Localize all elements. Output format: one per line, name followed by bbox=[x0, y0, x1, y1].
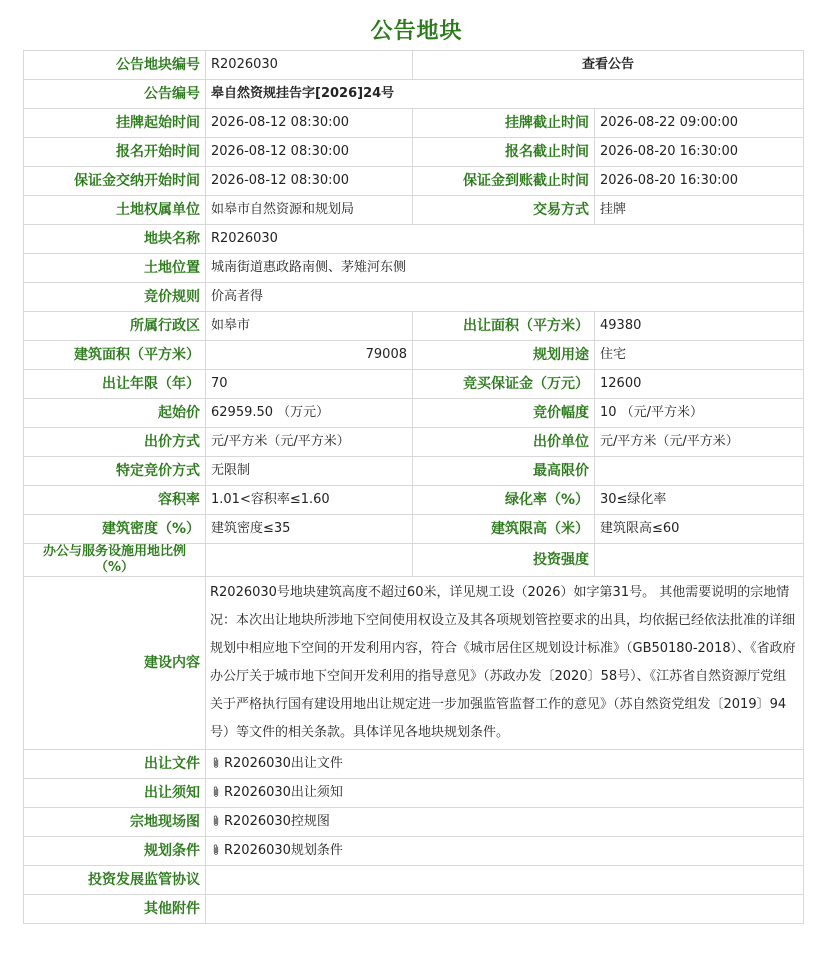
value-increment: 10 （元/平方米） bbox=[595, 399, 804, 428]
label-invest-agreement: 投资发展监管协议 bbox=[24, 866, 206, 895]
row-other-attachments bbox=[24, 895, 804, 924]
label-trade-mode: 交易方式 bbox=[413, 196, 595, 225]
label-listing-end: 挂牌截止时间 bbox=[413, 109, 595, 138]
label-office-ratio: 办公与服务设施用地比例（%） bbox=[24, 544, 206, 577]
value-start-price: 62959.50 （万元） bbox=[206, 399, 413, 428]
label-content: 建设内容 bbox=[24, 577, 206, 750]
value-owner: 如皋市自然资源和规划局 bbox=[206, 196, 413, 225]
paperclip-icon bbox=[211, 844, 221, 856]
label-height: 建筑限高（米） bbox=[413, 515, 595, 544]
value-green: 30≤绿化率 bbox=[595, 486, 804, 515]
paperclip-icon bbox=[211, 757, 221, 769]
value-reg-start: 2026-08-12 08:30:00 bbox=[206, 138, 413, 167]
value-invest bbox=[595, 544, 804, 577]
value-other-attachments bbox=[206, 895, 804, 924]
value-parcel-name: R2026030 bbox=[206, 225, 804, 254]
row-plan-cond bbox=[24, 837, 804, 866]
label-reg-start: 报名开始时间 bbox=[24, 138, 206, 167]
value-special-bid: 无限制 bbox=[206, 457, 413, 486]
row-special-bid bbox=[24, 457, 804, 486]
value-listing-end: 2026-08-22 09:00:00 bbox=[595, 109, 804, 138]
value-density: 建筑密度≤35 bbox=[206, 515, 413, 544]
label-transfer-notice: 出让须知 bbox=[24, 779, 206, 808]
site-map-link[interactable]: R2026030控规图 bbox=[224, 814, 330, 829]
value-use: 住宅 bbox=[595, 341, 804, 370]
value-bid-rule: 价高者得 bbox=[206, 283, 804, 312]
value-reg-end: 2026-08-20 16:30:00 bbox=[595, 138, 804, 167]
label-build-area: 建筑面积（平方米） bbox=[24, 341, 206, 370]
row-density bbox=[24, 515, 804, 544]
value-far: 1.01<容积率≤1.60 bbox=[206, 486, 413, 515]
label-location: 土地位置 bbox=[24, 254, 206, 283]
cell-transfer-notice bbox=[206, 779, 804, 808]
plan-cond-link[interactable]: R2026030规划条件 bbox=[224, 843, 343, 858]
label-special-bid: 特定竞价方式 bbox=[24, 457, 206, 486]
value-office-ratio bbox=[206, 544, 413, 577]
value-build-area: 79008 bbox=[206, 341, 413, 370]
label-max-price: 最高限价 bbox=[413, 457, 595, 486]
row-deposit-time bbox=[24, 167, 804, 196]
label-parcel-name: 地块名称 bbox=[24, 225, 206, 254]
value-parcel-no: R2026030 bbox=[206, 51, 413, 80]
label-bid-rule: 竞价规则 bbox=[24, 283, 206, 312]
cell-plan-cond bbox=[206, 837, 804, 866]
row-start-price bbox=[24, 399, 804, 428]
label-parcel-no: 公告地块编号 bbox=[24, 51, 206, 80]
row-notice-no bbox=[24, 80, 804, 109]
label-bid-deposit: 竞买保证金（万元） bbox=[413, 370, 595, 399]
value-bid-mode: 元/平方米（元/平方米） bbox=[206, 428, 413, 457]
value-height: 建筑限高≤60 bbox=[595, 515, 804, 544]
row-listing-time bbox=[24, 109, 804, 138]
row-site-map bbox=[24, 808, 804, 837]
label-invest: 投资强度 bbox=[413, 544, 595, 577]
value-term: 70 bbox=[206, 370, 413, 399]
label-bid-unit: 出价单位 bbox=[413, 428, 595, 457]
label-plan-cond: 规划条件 bbox=[24, 837, 206, 866]
label-site-map: 宗地现场图 bbox=[24, 808, 206, 837]
row-district bbox=[24, 312, 804, 341]
row-build-area bbox=[24, 341, 804, 370]
label-use: 规划用途 bbox=[413, 341, 595, 370]
label-reg-end: 报名截止时间 bbox=[413, 138, 595, 167]
row-transfer-notice bbox=[24, 779, 804, 808]
view-notice-link[interactable]: 查看公告 bbox=[413, 51, 804, 80]
row-invest-agreement bbox=[24, 866, 804, 895]
label-listing-start: 挂牌起始时间 bbox=[24, 109, 206, 138]
transfer-doc-link[interactable]: R2026030出让文件 bbox=[224, 756, 343, 771]
label-bid-mode: 出价方式 bbox=[24, 428, 206, 457]
value-deposit-end: 2026-08-20 16:30:00 bbox=[595, 167, 804, 196]
row-registration-time bbox=[24, 138, 804, 167]
row-term bbox=[24, 370, 804, 399]
page-title: 公告地块 bbox=[370, 19, 463, 44]
cell-transfer-doc bbox=[206, 750, 804, 779]
label-deposit-end: 保证金到账截止时间 bbox=[413, 167, 595, 196]
row-transfer-doc bbox=[24, 750, 804, 779]
paperclip-icon bbox=[211, 815, 221, 827]
paperclip-icon bbox=[211, 786, 221, 798]
value-bid-deposit: 12600 bbox=[595, 370, 804, 399]
label-district: 所属行政区 bbox=[24, 312, 206, 341]
row-bid-rule bbox=[24, 283, 804, 312]
label-increment: 竞价幅度 bbox=[413, 399, 595, 428]
label-transfer-doc: 出让文件 bbox=[24, 750, 206, 779]
value-trade-mode: 挂牌 bbox=[595, 196, 804, 225]
label-far: 容积率 bbox=[24, 486, 206, 515]
row-bid-mode bbox=[24, 428, 804, 457]
value-district: 如皋市 bbox=[206, 312, 413, 341]
row-parcel-name bbox=[24, 225, 804, 254]
value-notice-no: 皋自然资规挂告字[2026]24号 bbox=[206, 80, 804, 109]
label-owner: 土地权属单位 bbox=[24, 196, 206, 225]
row-content bbox=[24, 577, 804, 750]
label-green: 绿化率（%） bbox=[413, 486, 595, 515]
value-content: R2026030号地块建筑高度不超过60米，详见规工设（2026）如字第31号。 其他需要说明的宗地情况：本次出让地块所涉地下空间使用权设立及其各项规划管控要求的出具，均依据已经依法批准的详细规划中相应地下空间的开发利用内容，符合《城市居住区规划设计标准》（GB50180-2018）、《省政府办公厅关于城市地下空间开发利用的指导意见》（苏政办发〔2020〕58号）、《江苏省自然资源厅党组关于严格执行国有建设用地出让规定进一步加强监管监督工作的意见》（苏自然资党组发〔2019〕94号）等文件的相关条款。具体详见各地块规划条件。 bbox=[206, 577, 804, 750]
label-area: 出让面积（平方米） bbox=[413, 312, 595, 341]
label-deposit-start: 保证金交纳开始时间 bbox=[24, 167, 206, 196]
value-listing-start: 2026-08-12 08:30:00 bbox=[206, 109, 413, 138]
parcel-detail-table bbox=[23, 50, 804, 924]
row-location bbox=[24, 254, 804, 283]
label-notice-no: 公告编号 bbox=[24, 80, 206, 109]
value-area: 49380 bbox=[595, 312, 804, 341]
value-invest-agreement bbox=[206, 866, 804, 895]
label-other-attachments: 其他附件 bbox=[24, 895, 206, 924]
value-max-price bbox=[595, 457, 804, 486]
label-start-price: 起始价 bbox=[24, 399, 206, 428]
row-owner bbox=[24, 196, 804, 225]
value-deposit-start: 2026-08-12 08:30:00 bbox=[206, 167, 413, 196]
label-term: 出让年限（年） bbox=[24, 370, 206, 399]
row-office-ratio bbox=[24, 544, 804, 577]
cell-site-map bbox=[206, 808, 804, 837]
label-density: 建筑密度（%） bbox=[24, 515, 206, 544]
value-bid-unit: 元/平方米（元/平方米） bbox=[595, 428, 804, 457]
value-location: 城南街道惠政路南侧、茅雉河东侧 bbox=[206, 254, 804, 283]
row-parcel-no bbox=[24, 51, 804, 80]
row-far bbox=[24, 486, 804, 515]
transfer-notice-link[interactable]: R2026030出让须知 bbox=[224, 785, 343, 800]
